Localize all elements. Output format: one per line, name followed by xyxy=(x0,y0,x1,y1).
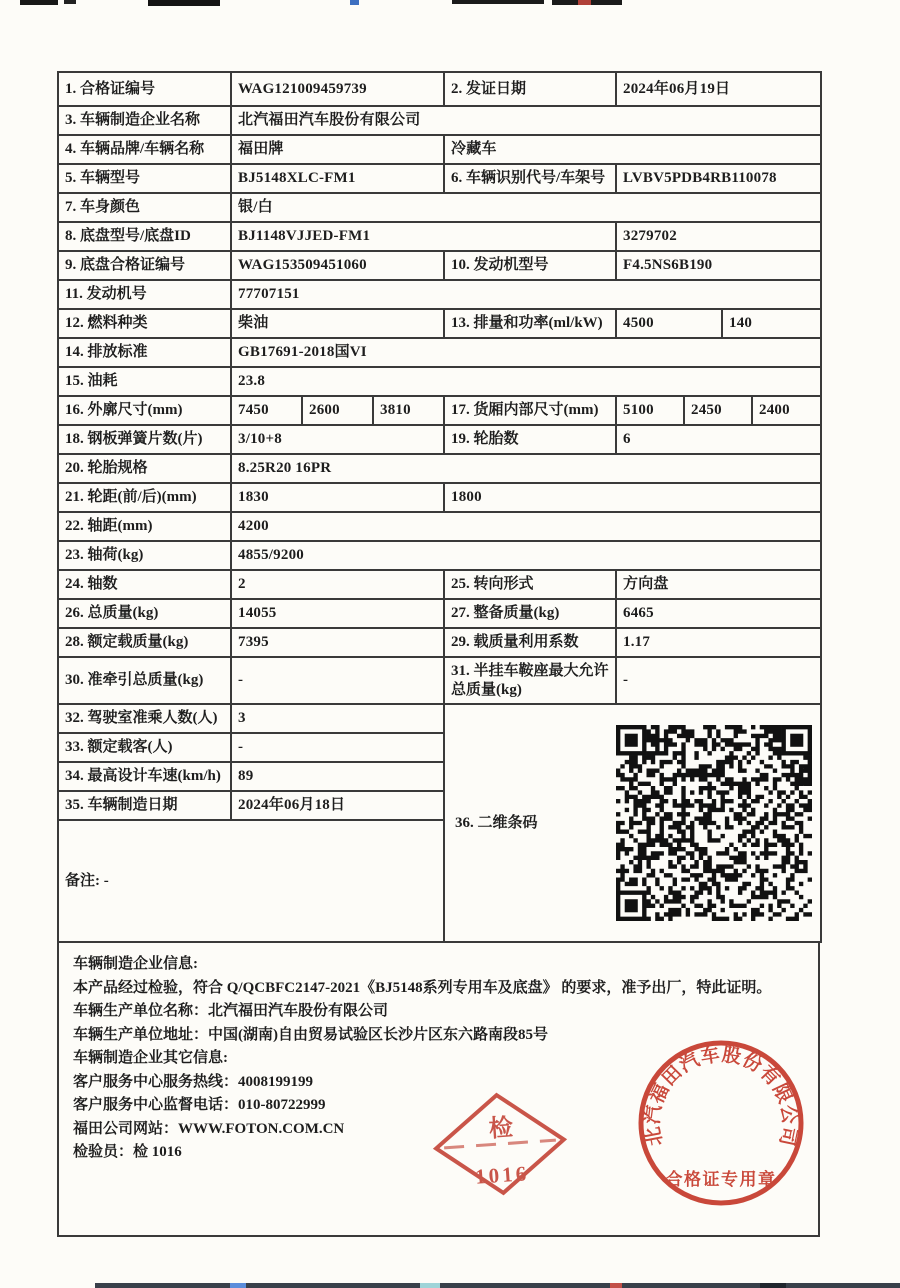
table-row xyxy=(58,454,821,483)
field-label: 7. 车身颜色 xyxy=(58,193,231,222)
table-row xyxy=(58,704,821,733)
table-row xyxy=(58,396,821,425)
field-label: 29. 载质量利用系数 xyxy=(444,628,616,657)
field-label: 11. 发动机号 xyxy=(58,280,231,309)
field-value: WAG121009459739 xyxy=(231,72,444,106)
field-value: 4200 xyxy=(231,512,821,541)
field-label: 13. 排量和功率(ml/kW) xyxy=(444,309,616,338)
field-value: WAG153509451060 xyxy=(231,251,444,280)
field-value: 4855/9200 xyxy=(231,541,821,570)
field-label: 10. 发动机型号 xyxy=(444,251,616,280)
field-label: 19. 轮胎数 xyxy=(444,425,616,454)
field-value: - xyxy=(616,657,821,704)
field-label: 17. 货厢内部尺寸(mm) xyxy=(444,396,616,425)
footer-line: 车辆生产单位地址：中国(湖南)自由贸易试验区长沙片区东六路南段85号 xyxy=(73,1026,548,1043)
field-label: 15. 油耗 xyxy=(58,367,231,396)
qr-label: 36. 二维条码 xyxy=(455,814,538,831)
table-row xyxy=(58,106,821,135)
field-label: 20. 轮胎规格 xyxy=(58,454,231,483)
field-value: 2600 xyxy=(302,396,373,425)
seal-ring-text: 北汽福田汽车股份有限公司 xyxy=(642,1044,800,1149)
field-label: 23. 轴荷(kg) xyxy=(58,541,231,570)
field-value: 7395 xyxy=(231,628,444,657)
field-value: 柴油 xyxy=(231,309,444,338)
field-value: 银/白 xyxy=(231,193,821,222)
table-row xyxy=(58,483,821,512)
table-row xyxy=(58,164,821,193)
field-label: 5. 车辆型号 xyxy=(58,164,231,193)
footer-line: 福田公司网站：WWW.FOTON.COM.CN xyxy=(73,1120,345,1137)
field-value: 3810 xyxy=(373,396,444,425)
table-row xyxy=(58,425,821,454)
field-value: 方向盘 xyxy=(616,570,821,599)
field-value: 2 xyxy=(231,570,444,599)
table-row xyxy=(58,193,821,222)
certificate-table xyxy=(57,71,822,943)
field-value: 7450 xyxy=(231,396,302,425)
field-value: 2400 xyxy=(752,396,821,425)
remark-cell: 备注: - xyxy=(58,820,444,942)
field-value: 1800 xyxy=(444,483,821,512)
field-value: 4500 xyxy=(616,309,722,338)
footer-line: 车辆制造企业其它信息: xyxy=(73,1050,228,1066)
field-value: 6 xyxy=(616,425,821,454)
table-row xyxy=(58,251,821,280)
field-value: 2024年06月19日 xyxy=(616,72,821,106)
field-value: 2450 xyxy=(684,396,752,425)
qr-code-svg xyxy=(616,725,812,921)
field-label: 34. 最高设计车速(km/h) xyxy=(58,762,231,791)
field-value: 23.8 xyxy=(231,367,821,396)
field-value: 3 xyxy=(231,704,444,733)
qr-code xyxy=(616,725,812,921)
field-value: 北汽福田汽车股份有限公司 xyxy=(231,106,821,135)
qr-cell-content xyxy=(451,725,814,921)
field-value: LVBV5PDB4RB110078 xyxy=(616,164,821,193)
table-row xyxy=(58,628,821,657)
field-label: 6. 车辆识别代号/车架号 xyxy=(444,164,616,193)
field-value: 89 xyxy=(231,762,444,791)
field-label: 31. 半挂车鞍座最大允许总质量(kg) xyxy=(444,657,616,704)
field-value: BJ5148XLC-FM1 xyxy=(231,164,444,193)
field-label: 35. 车辆制造日期 xyxy=(58,791,231,820)
table-row xyxy=(58,512,821,541)
field-value: 77707151 xyxy=(231,280,821,309)
field-label: 14. 排放标准 xyxy=(58,338,231,367)
footer-line: 本产品经过检验，符合 Q/QCBFC2147-2021《BJ5148系列专用车及底盘》 的要求，准予出厂，特此证明。 xyxy=(73,979,772,996)
field-label: 4. 车辆品牌/车辆名称 xyxy=(58,135,231,164)
stamp-inspector-number: 1016 xyxy=(474,1161,530,1189)
field-value: 2024年06月18日 xyxy=(231,791,444,820)
field-label: 8. 底盘型号/底盘ID xyxy=(58,222,231,251)
table-row xyxy=(58,570,821,599)
field-label: 21. 轮距(前/后)(mm) xyxy=(58,483,231,512)
field-label: 22. 轴距(mm) xyxy=(58,512,231,541)
field-value: 6465 xyxy=(616,599,821,628)
table-row xyxy=(58,280,821,309)
field-label: 16. 外廓尺寸(mm) xyxy=(58,396,231,425)
company-round-seal xyxy=(631,1033,811,1213)
inspection-diamond-stamp xyxy=(426,1085,573,1203)
table-row xyxy=(58,657,821,704)
field-value: 14055 xyxy=(231,599,444,628)
table-row xyxy=(58,309,821,338)
field-value: 5100 xyxy=(616,396,684,425)
table-row xyxy=(58,541,821,570)
table-row xyxy=(58,135,821,164)
field-label: 12. 燃料种类 xyxy=(58,309,231,338)
footer-line: 车辆制造企业信息: xyxy=(73,956,198,972)
qr-cell xyxy=(444,704,821,942)
field-value: 3/10+8 xyxy=(231,425,444,454)
field-label: 25. 转向形式 xyxy=(444,570,616,599)
field-label: 3. 车辆制造企业名称 xyxy=(58,106,231,135)
table-row xyxy=(58,367,821,396)
seal-bottom-text: 合格证专用章 xyxy=(665,1170,777,1189)
field-value: BJ1148VJJED-FM1 xyxy=(231,222,616,251)
field-label: 24. 轴数 xyxy=(58,570,231,599)
field-value: 1.17 xyxy=(616,628,821,657)
field-value: - xyxy=(231,657,444,704)
field-label: 9. 底盘合格证编号 xyxy=(58,251,231,280)
footer-line: 检验员：检 1016 xyxy=(73,1144,182,1160)
field-label: 2. 发证日期 xyxy=(444,72,616,106)
field-label: 32. 驾驶室准乘人数(人) xyxy=(58,704,231,733)
field-value: GB17691-2018国VI xyxy=(231,338,821,367)
field-label: 30. 准牵引总质量(kg) xyxy=(58,657,231,704)
field-label: 28. 额定载质量(kg) xyxy=(58,628,231,657)
field-value: 3279702 xyxy=(616,222,821,251)
field-value: F4.5NS6B190 xyxy=(616,251,821,280)
field-value: 福田牌 xyxy=(231,135,444,164)
field-value: - xyxy=(231,733,444,762)
field-label: 26. 总质量(kg) xyxy=(58,599,231,628)
field-label: 27. 整备质量(kg) xyxy=(444,599,616,628)
field-value: 140 xyxy=(722,309,821,338)
table-row xyxy=(58,72,821,106)
footer-line: 客户服务中心监督电话：010-80722999 xyxy=(73,1097,326,1113)
field-value: 冷藏车 xyxy=(444,135,821,164)
table-row xyxy=(58,222,821,251)
field-label: 33. 额定载客(人) xyxy=(58,733,231,762)
field-label: 1. 合格证编号 xyxy=(58,72,231,106)
field-label: 18. 钢板弹簧片数(片) xyxy=(58,425,231,454)
field-value: 8.25R20 16PR xyxy=(231,454,821,483)
footer-line: 客户服务中心服务热线：4008199199 xyxy=(73,1073,314,1090)
field-value: 1830 xyxy=(231,483,444,512)
footer-line: 车辆生产单位名称：北汽福田汽车股份有限公司 xyxy=(73,1003,389,1019)
stamp-inspection-char: 检 xyxy=(488,1115,514,1143)
table-row xyxy=(58,599,821,628)
table-row xyxy=(58,338,821,367)
